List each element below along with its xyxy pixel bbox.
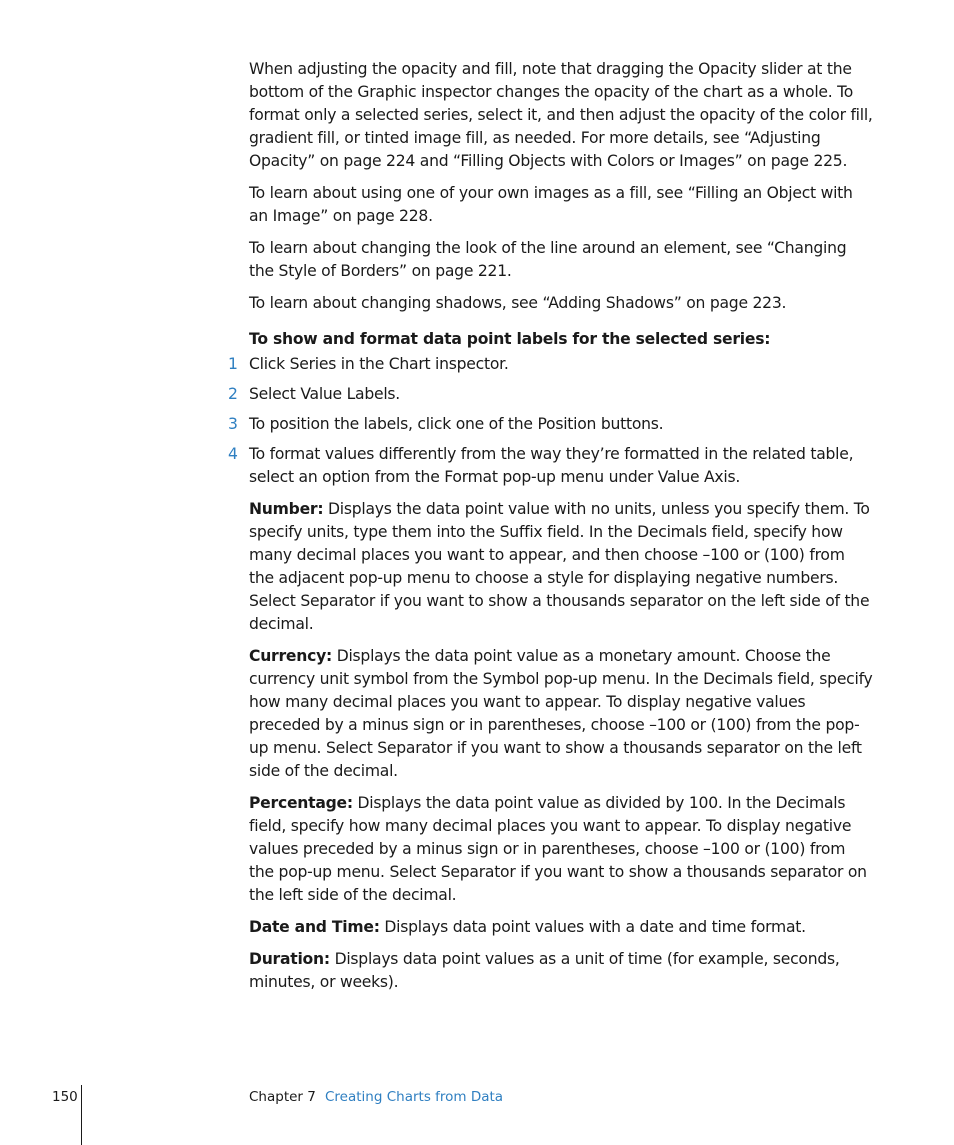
definition-date-time [249,916,874,939]
definition-term: Number: [249,500,324,518]
definition-text: Displays data point values as a unit of time (for example, seconds, minutes, or weeks). [249,950,840,991]
procedure-heading: To show and format data point labels for the selected series: [249,330,771,348]
step-number: 4 [228,445,238,463]
step-text: Click Series in the Chart inspector. [249,355,509,373]
definition-percentage [249,792,874,907]
step-text: Select Value Labels. [249,385,400,403]
definition-term: Percentage: [249,794,353,812]
definition-text: Displays data point values with a date and time format. [384,918,806,936]
steps-list [228,353,874,489]
definition-term: Currency: [249,647,332,665]
step-number: 2 [228,385,238,403]
definition-duration [249,948,874,994]
definition-number [249,498,874,636]
paragraph-opacity: When adjusting the opacity and fill, note that dragging the Opacity slider at the bottom of the Graphic inspector changes the opacity of the chart as a whole. To format only a selected series, select it, and then adjust the opacity of the color fill, gradient fill, or tinted image fill, as needed. For more details, see “Adjusting Opacity” on page 224 and “Filling Objects with Colors or Images” on page 225. [249,60,873,170]
definition-text: Displays the data point value with no units, unless you specify them. To specify units, type them into the Suffix field. In the Decimals field, specify how many decimal places you want to appear, and then choose –100 or (100) from the adjacent pop-up menu to choose a style for displaying negative numbers. Select Separator if you want to show a thousands separator on the left side of the decimal. [249,500,870,633]
footer-divider [81,1085,82,1145]
step-text: To position the labels, click one of the Position buttons. [249,415,664,433]
definition-text: Displays the data point value as a monetary amount. Choose the currency unit symbol from the Symbol pop-up menu. In the Decimals field, specify how many decimal places you want to appear. To display negative values preceded by a minus sign or in parentheses, choose –100 or (100) from the pop-up menu. Select Separator if you want to show a thousands separator on the left side of the decimal. [249,647,873,780]
step-number: 3 [228,415,238,433]
paragraph-image-fill: To learn about using one of your own images as a fill, see “Filling an Object with an Image” on page 228. [249,184,853,225]
definition-term: Duration: [249,950,330,968]
step-number: 1 [228,355,238,373]
page-content [228,58,874,1003]
step-text: To format values differently from the way they’re formatted in the related table, select an option from the Format pop-up menu under Value Axis. [249,445,854,486]
step-item [228,353,874,376]
page-number: 150 [52,1089,78,1105]
definition-currency [249,645,874,783]
page-footer [0,1085,954,1145]
definition-term: Date and Time: [249,918,380,936]
step-item [228,383,874,406]
paragraph-borders: To learn about changing the look of the line around an element, see “Changing the Style of Borders” on page 221. [249,239,847,280]
paragraph-shadows: To learn about changing shadows, see “Adding Shadows” on page 223. [249,294,787,312]
chapter-title-link[interactable]: Creating Charts from Data [325,1089,504,1105]
step-item [228,443,874,489]
chapter-label: Chapter 7 [249,1089,316,1105]
definition-text: Displays the data point value as divided by 100. In the Decimals field, specify how many decimal places you want to appear. To display negative values preceded by a minus sign or in parentheses, choose –100 or (100) from the pop-up menu. Select Separator if you want to show a thousands separator on the left side of the decimal. [249,794,867,904]
step-item [228,413,874,436]
